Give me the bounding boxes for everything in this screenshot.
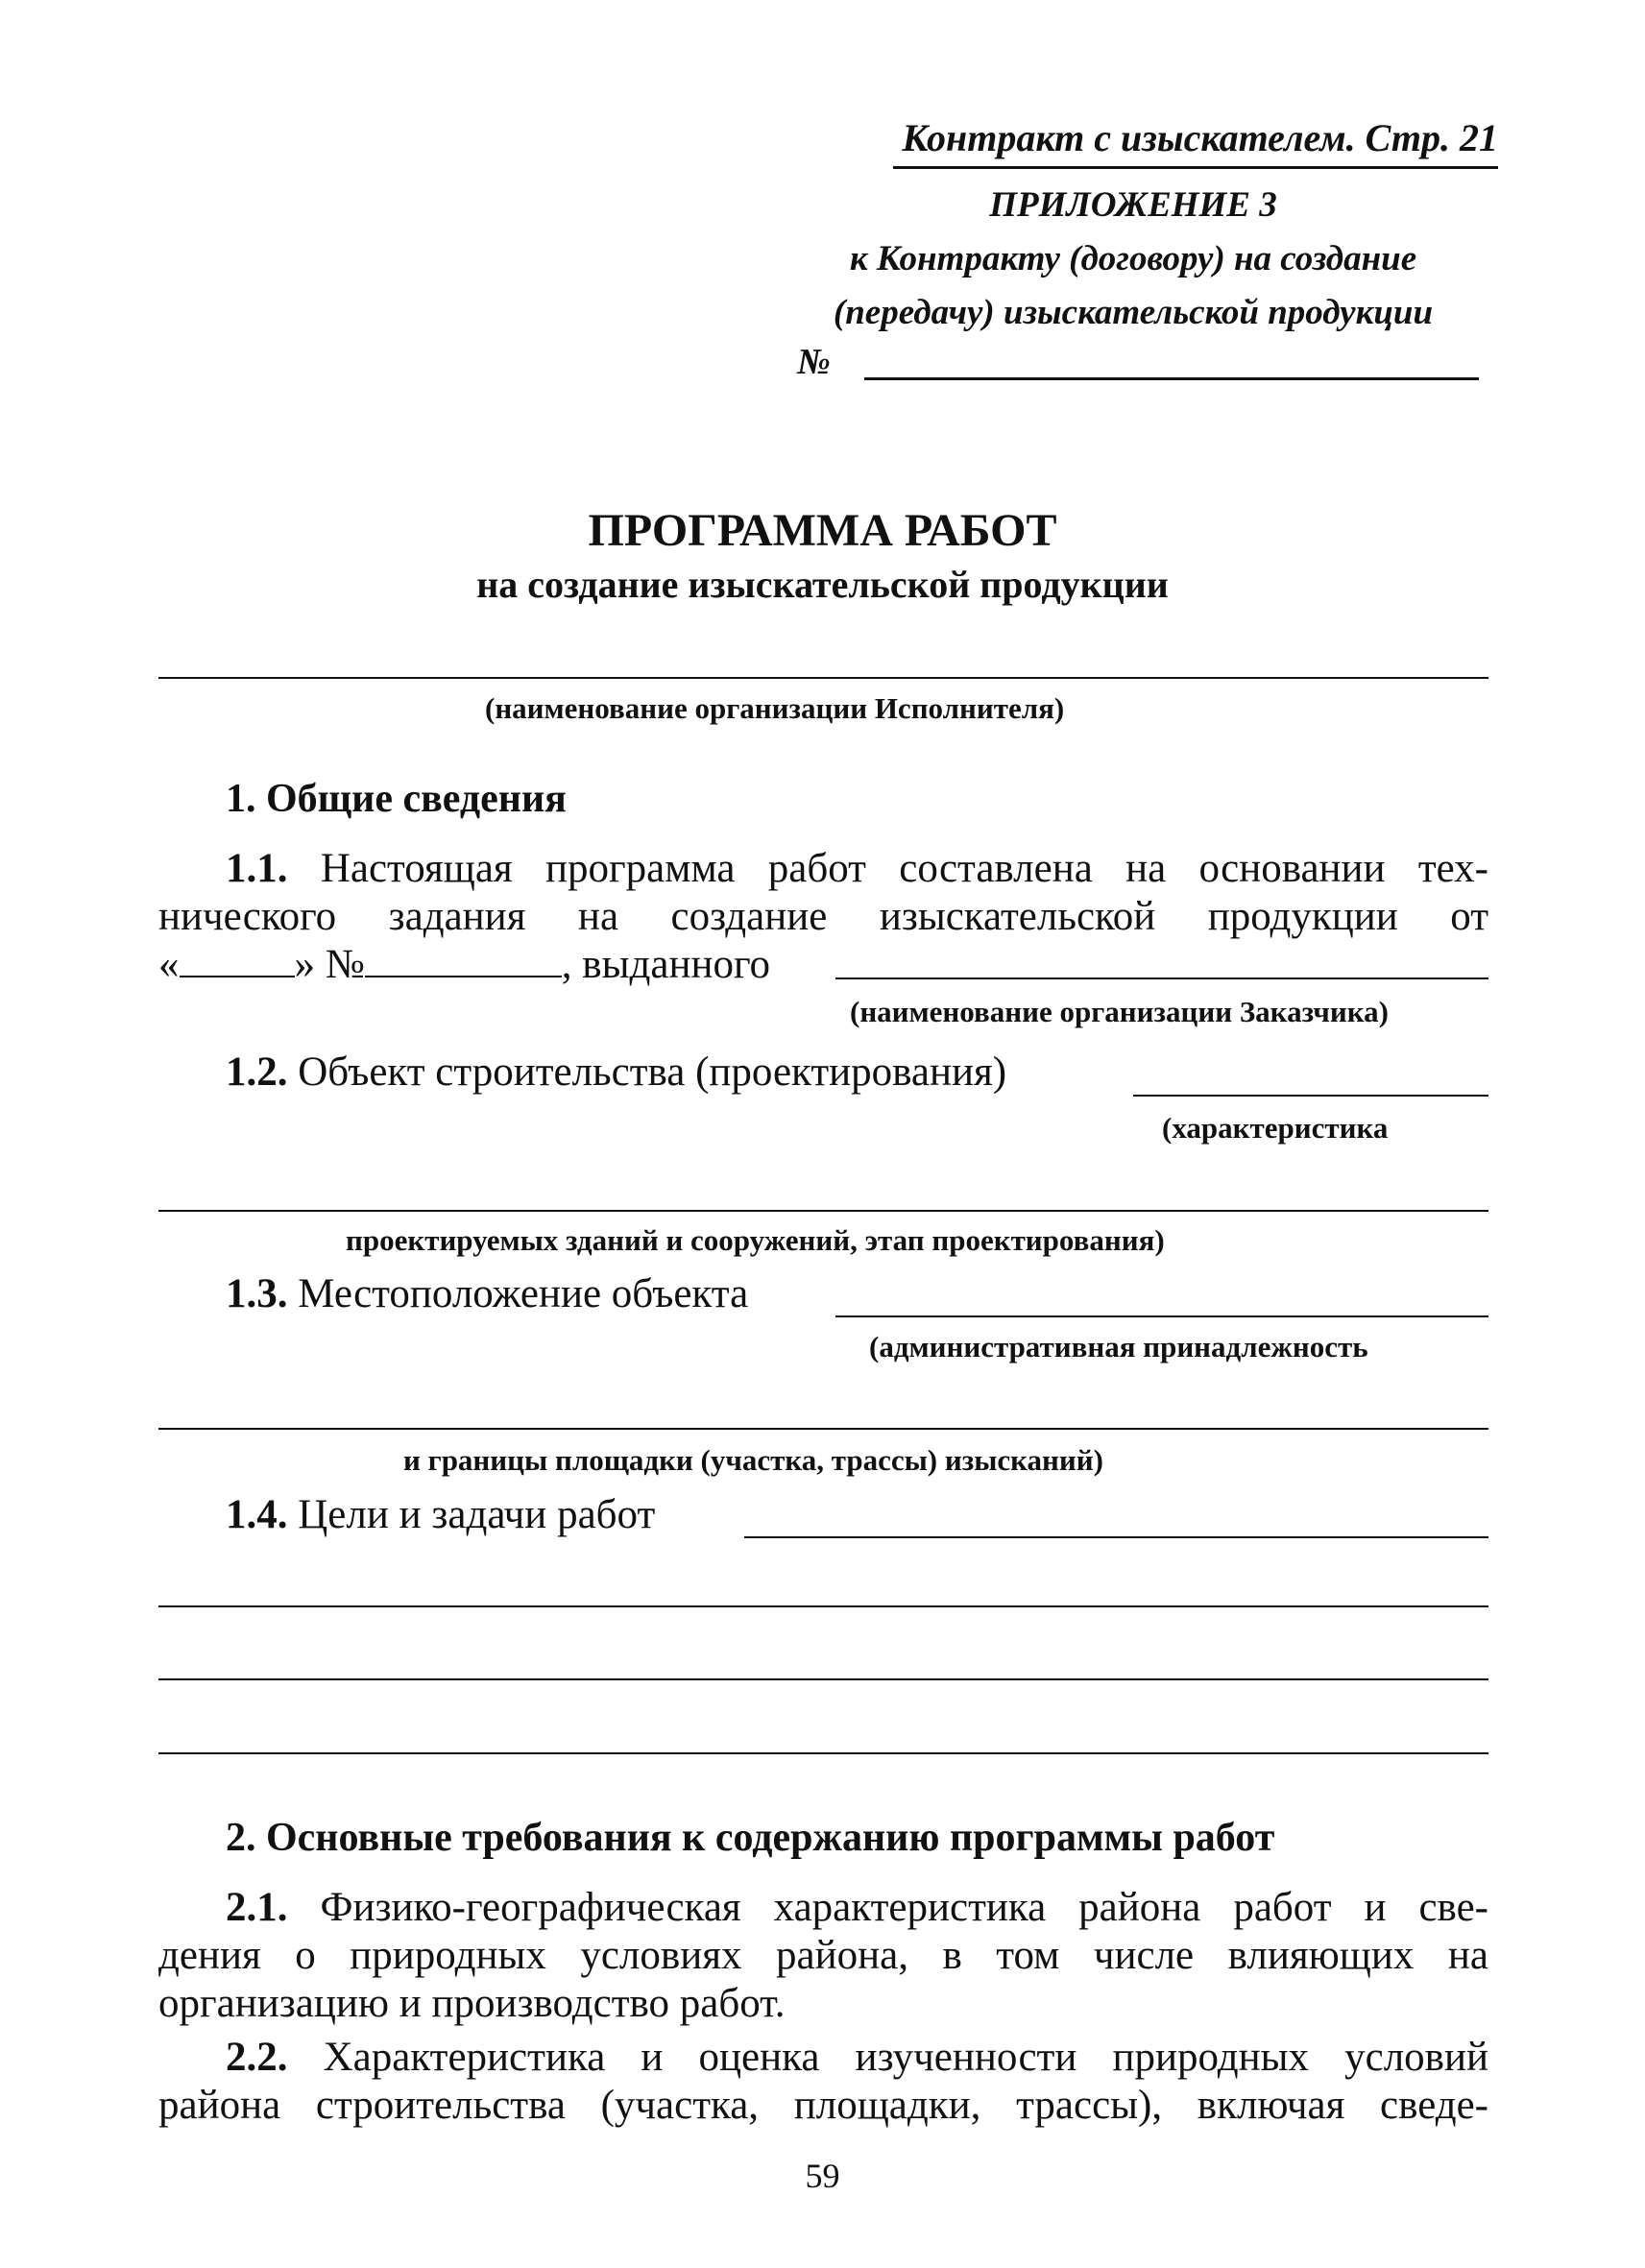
goals-field-2[interactable] [158,1605,1488,1607]
paragraph-1-1-number: 1.1. [226,846,288,891]
executor-org-field[interactable] [158,677,1488,679]
paragraph-2-1-line-3: организацию и производство работ. [158,1981,786,2026]
boundaries-field[interactable] [158,1428,1488,1430]
quote-open: « [158,942,180,987]
boundaries-caption: и границы площадки (участка, трассы) изысканий) [403,1443,1103,1477]
executor-org-caption: (наименование организации Исполнителя) [485,691,1065,725]
quote-close: » [294,942,315,987]
paragraph-2-2-line-1 [226,2034,1488,2081]
document-title: ПРОГРАММА РАБОТ [588,505,1057,556]
buildings-caption: проектируемых зданий и сооружений, этап проектирования) [346,1223,1165,1257]
paragraph-2-1-line-2: дения о природных условиях района, в том числе влияющих на [158,1933,1488,1978]
paragraph-2-1-line-1 [226,1884,1488,1931]
goals-field-1[interactable] [744,1536,1488,1538]
paragraph-1-3 [226,1270,748,1317]
issued-label: , выданного [561,942,771,987]
tz-number-field[interactable] [365,943,562,977]
goals-field-4[interactable] [158,1752,1488,1754]
paragraph-2-2-line-2: района строительства (участка, площадки, трассы), включая сведе- [158,2083,1488,2128]
contract-reference: Контракт с изыскателем. Стр. 21 [893,115,1498,169]
paragraph-1-2-text: Объект строительства (проектирования) [298,1050,1007,1095]
document-subtitle: на создание изыскательской продукции [476,563,1169,606]
object-field[interactable] [1133,1095,1488,1097]
section-1-heading: 1. Общие сведения [226,777,567,821]
paragraph-1-2-number: 1.2. [226,1050,288,1095]
paragraph-1-1-line-1 [226,845,1488,892]
number-label: № [797,342,831,382]
paragraph-1-1-line-2: нического задания на создание изыскательской продукции от [158,894,1488,939]
number-field[interactable] [864,377,1479,380]
paragraph-1-1-text-1: Настоящая программа работ составлена на основании тех- [320,846,1489,891]
paragraph-1-4-text: Цели и задачи работ [298,1492,656,1537]
characteristic-caption: (характеристика [1162,1111,1389,1145]
section-2-heading: 2. Основные требования к содержанию программы работ [226,1816,1275,1860]
appendix-line-2: (передачу) изыскательской продукции [833,293,1434,332]
paragraph-1-3-number: 1.3. [226,1271,288,1316]
appendix-line-1: к Контракту (договору) на создание [849,239,1417,278]
customer-org-caption: (наименование организации Заказчика) [850,995,1389,1028]
date-day-field[interactable] [180,943,295,977]
paragraph-1-2 [226,1049,1006,1096]
paragraph-2-1-text-1: Физико-географическая характеристика района работ и све- [320,1885,1488,1930]
customer-org-field[interactable] [835,977,1488,979]
paragraph-2-2-text-1: Характеристика и оценка изученности природных условий [323,2035,1489,2080]
paragraph-1-1-line-3 [158,941,770,988]
paragraph-1-4 [226,1491,655,1538]
paragraph-2-2-number: 2.2. [226,2035,288,2080]
admin-caption: (административная принадлежность [869,1330,1368,1363]
appendix-title: ПРИЛОЖЕНИЕ 3 [989,185,1277,225]
location-field[interactable] [835,1315,1488,1317]
appendix-block [826,179,1440,340]
paragraph-2-1-number: 2.1. [226,1885,288,1930]
number-sign: № [325,942,365,987]
paragraph-1-4-number: 1.4. [226,1492,288,1537]
paragraph-1-3-text: Местоположение объекта [298,1271,749,1316]
buildings-field[interactable] [158,1210,1488,1212]
page-number: 59 [805,2157,840,2195]
goals-field-3[interactable] [158,1678,1488,1680]
